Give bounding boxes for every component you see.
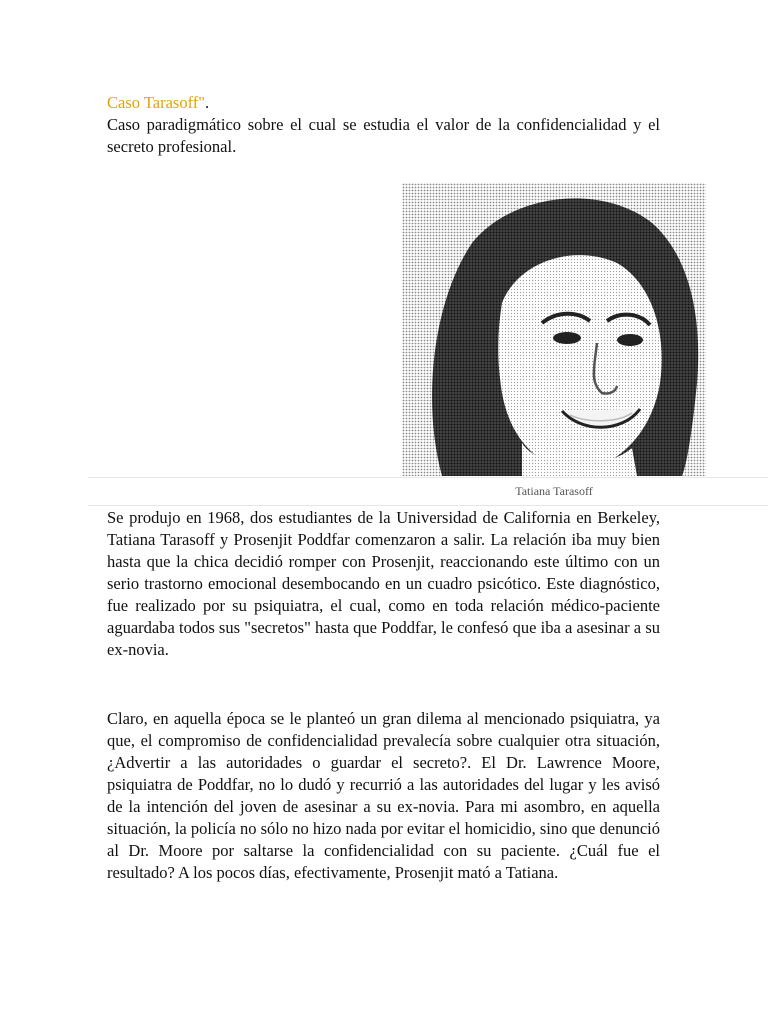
photo-caption: Tatiana Tarasoff <box>515 484 593 498</box>
body-paragraph-2: Claro, en aquella época se le planteó un gran dilema al mencionado psiquiatra, ya que, el compromiso de confidencialidad prevalecía sobre cualquier otra situación, ¿Advertir a las autoridades o guardar el secreto?. El Dr. Lawrence Moore, psiquiatra de Poddfar, no lo dudó y recurrió a las autoridades del lugar y les avisó de la intención del joven de asesinar a su ex-novia. Para mi asombro, en aquella situación, la policía no sólo no hizo nada por evitar el homicidio, sino que denunció al Dr. Moore por saltarse la confidencialidad con su paciente. ¿Cuál fue el resultado? A los pocos días, efectivamente, Prosenjit mató a Tatiana. <box>107 709 660 882</box>
article-heading <box>107 92 209 114</box>
heading-suffix: . <box>205 93 210 112</box>
portrait-photo <box>402 183 706 476</box>
caption-divider-top <box>88 477 768 478</box>
body-paragraph-1: Se produjo en 1968, dos estudiantes de la Universidad de California en Berkeley, Tatiana Tarasoff y Prosenjit Poddfar comenzaron a salir. La relación iba muy bien hasta que la chica decidió romper con Prosenjit, reaccionando este último con un serio trastorno emocional desembocando en un cuadro psicótico. Este diagnóstico, fue realizado por su psiquiatra, el cual, como en toda relación médico-paciente aguardaba todos sus "secretos" hasta que Poddfar, le confesó que iba a asesinar a su ex-novia. <box>107 508 660 659</box>
heading-link[interactable]: Caso Tarasoff" <box>107 93 205 112</box>
intro-paragraph: Caso paradigmático sobre el cual se estudia el valor de la confidencialidad y el secreto profesional. <box>107 115 660 156</box>
caption-divider-bottom <box>88 505 768 506</box>
